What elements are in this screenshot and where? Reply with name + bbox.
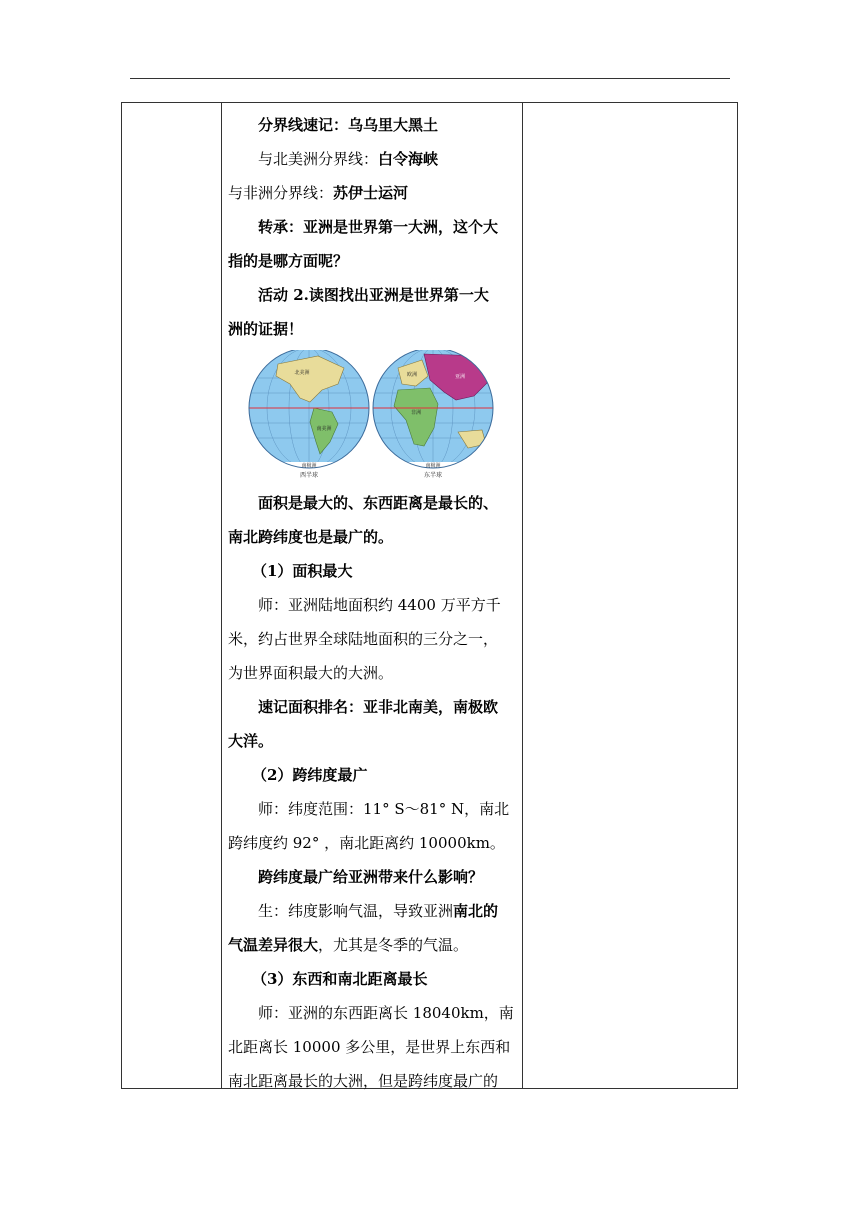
caption-western: 西半球 — [299, 472, 319, 478]
column-divider-1 — [221, 102, 222, 1089]
caption-eastern: 东半球 — [423, 472, 443, 478]
latitude-answer-1: 生：纬度影响气温，导致亚洲南北的 — [258, 902, 499, 920]
evidence-line-2: 南北跨纬度也是最广的。 — [228, 528, 394, 546]
section-3-heading: （3）东西和南北距离最长 — [252, 970, 428, 988]
distance-text-2: 北距离长 10000 多公里，是世界上东西和 — [228, 1038, 511, 1056]
label-antarctica-west: 南极洲 — [301, 463, 317, 469]
north-america-boundary: 与北美洲分界线：白令海峡 — [258, 150, 439, 168]
section-2-heading: （2）跨纬度最广 — [252, 766, 368, 784]
lesson-content — [228, 108, 518, 1098]
area-text-2: 米，约占世界全球陆地面积的三分之一， — [228, 630, 499, 648]
area-text-1: 师：亚洲陆地面积约 4400 万平方千 — [258, 596, 501, 614]
latitude-text-2: 跨纬度约 92° ，南北距离约 10000km。 — [228, 834, 505, 852]
latitude-text-1: 师：纬度范围：11° S～81° N，南北 — [258, 800, 510, 818]
suez-canal: 苏伊士运河 — [333, 184, 409, 202]
transition-line-1: 转承：亚洲是世界第一大洲，这个大 — [258, 218, 499, 236]
label-asia: 亚洲 — [454, 374, 466, 380]
label-africa: 非洲 — [410, 410, 422, 416]
area-ranking-2: 大洋。 — [228, 732, 274, 750]
label-antarctica-east: 南极洲 — [425, 463, 441, 469]
section-1-heading: （1）面积最大 — [252, 562, 353, 580]
activity-line-1: 活动 2.读图找出亚洲是世界第一大 — [258, 286, 489, 304]
label-south-america: 南美洲 — [316, 426, 332, 432]
activity-line-2: 洲的证据！ — [228, 320, 304, 338]
hemisphere-map-image — [248, 350, 498, 478]
area-ranking-1: 速记面积排名：亚非北南美，南极欧 — [258, 698, 499, 716]
africa-boundary: 与非洲分界线：苏伊士运河 — [228, 184, 409, 202]
area-text-3: 为世界面积最大的大洲。 — [228, 664, 394, 682]
evidence-line-1: 面积是最大的、东西距离是最长的、 — [258, 494, 499, 512]
label-europe: 欧洲 — [406, 372, 418, 378]
label-north-america: 北美洲 — [294, 370, 310, 376]
bering-strait: 白令海峡 — [378, 150, 439, 168]
eastern-hemisphere — [372, 350, 494, 470]
column-divider-2 — [522, 102, 523, 1089]
latitude-question: 跨纬度最广给亚洲带来什么影响？ — [258, 868, 484, 886]
distance-text-3: 南北距离最长的大洲，但是跨纬度最广的 — [228, 1072, 499, 1090]
distance-text-1: 师：亚洲的东西距离长 18040km，南 — [258, 1004, 514, 1022]
transition-line-2: 指的是哪方面呢？ — [228, 252, 349, 270]
hemisphere-map — [248, 350, 518, 478]
header-rule — [130, 78, 730, 79]
latitude-answer-2: 气温差异很大，尤其是冬季的气温。 — [228, 936, 469, 954]
boundary-mnemonic: 分界线速记：乌乌里大黑土 — [258, 116, 439, 134]
western-hemisphere — [248, 350, 370, 470]
